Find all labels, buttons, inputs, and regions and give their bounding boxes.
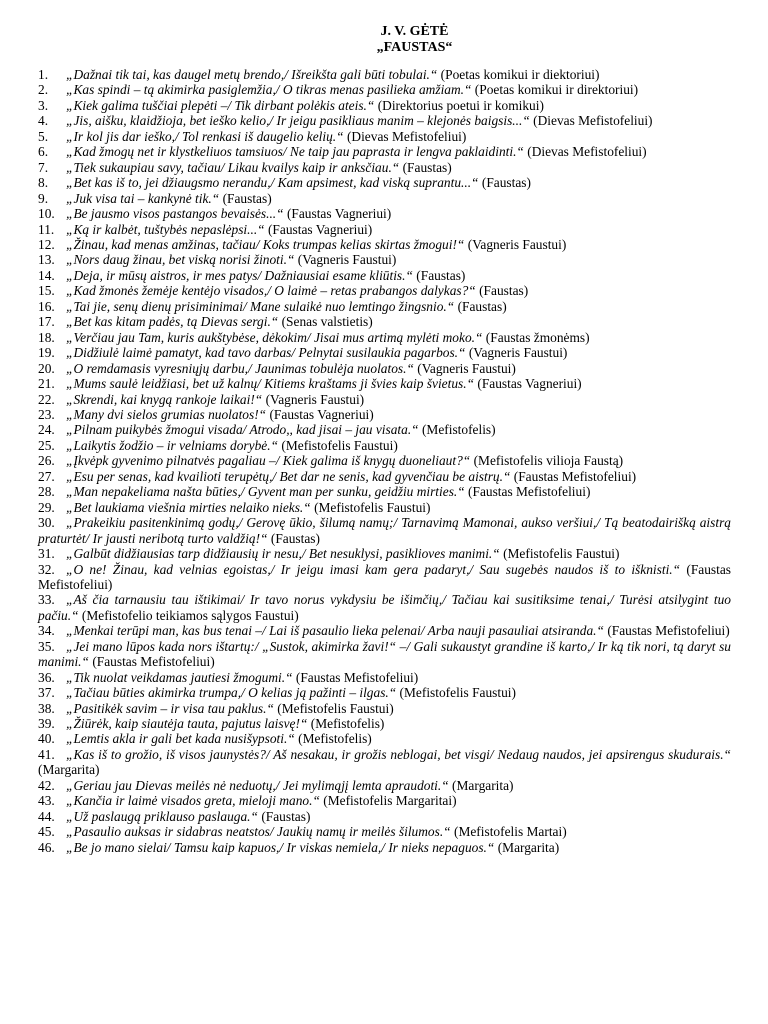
entry-quote: „Galbūt didžiausias tarp didžiausių ir nesu,/ Bet nesuklysi, pasiklioves manimi.“ bbox=[66, 546, 500, 562]
quote-entry bbox=[38, 175, 731, 190]
entry-attribution: (Direktorius poetui ir komikui) bbox=[374, 97, 544, 113]
entry-number: 34. bbox=[38, 623, 55, 639]
entry-number: 23. bbox=[38, 406, 55, 422]
quote-entry bbox=[38, 438, 731, 453]
entry-quote: „Tik nuolat veikdamas jautiesi žmogumi.“ bbox=[66, 669, 293, 685]
entry-attribution: (Mefistofelio teikiamos sąlygos Faustui) bbox=[78, 607, 299, 623]
entry-attribution: (Mefistofelis Faustui) bbox=[278, 437, 398, 453]
entry-attribution: (Faustas) bbox=[412, 267, 466, 283]
entry-attribution: (Mefistofelis Faustui) bbox=[396, 685, 516, 701]
quote-entry bbox=[38, 160, 731, 175]
entry-number: 5. bbox=[38, 128, 49, 144]
quote-entry bbox=[38, 222, 731, 237]
entry-number: 4. bbox=[38, 113, 49, 129]
entry-quote: „Lemtis akla ir gali bet kada nusišypsoti.“ bbox=[66, 731, 295, 747]
entry-quote: „Kad žmogų net ir klystkeliuos tamsiuos/ Ne taip jau paprasta ir lengva paklaidinti.“ bbox=[66, 144, 524, 160]
quote-entry bbox=[38, 639, 731, 670]
quote-entry bbox=[38, 623, 731, 638]
entry-quote: „Many dvi sielos grumias nuolatos!“ bbox=[66, 406, 267, 422]
quote-entry bbox=[38, 809, 731, 824]
entry-quote: „Ir kol jis dar ieško,/ Tol renkasi iš daugelio kelių.“ bbox=[66, 128, 344, 144]
entry-attribution: (Faustas Mefistofeliui) bbox=[510, 468, 637, 484]
entry-number: 27. bbox=[38, 468, 55, 484]
entry-attribution: (Mefistofelis) bbox=[307, 716, 385, 732]
entry-number: 30. bbox=[38, 515, 55, 531]
quote-entry bbox=[38, 129, 731, 144]
quote-entry bbox=[38, 82, 731, 97]
quote-entry bbox=[38, 191, 731, 206]
entry-attribution: (Faustas) bbox=[475, 283, 529, 299]
quote-list bbox=[38, 67, 731, 855]
quote-entry bbox=[38, 345, 731, 360]
entry-attribution: (Vagneris Faustui) bbox=[465, 345, 568, 361]
entry-attribution: (Mefistofelis) bbox=[418, 422, 496, 438]
entry-attribution: (Faustas) bbox=[257, 808, 311, 824]
entry-attribution: (Faustas) bbox=[267, 530, 320, 546]
entry-number: 12. bbox=[38, 236, 55, 252]
entry-quote: „Žinau, kad menas amžinas, tačiau/ Koks trumpas kelias skirtas žmogui!“ bbox=[66, 236, 465, 252]
entry-quote: „Įkvėpk gyvenimo pilnatvės pagaliau –/ Kiek galima iš knygų duoneliaut?“ bbox=[66, 453, 471, 469]
quote-entry bbox=[38, 144, 731, 159]
entry-quote: „Laikytis žodžio – ir velniams dorybė.“ bbox=[66, 437, 279, 453]
entry-quote: „O ne! Žinau, kad velnias egoistas,/ Ir jeigu imasi kam gera padaryt,/ Sau sugebės naudos iš to išknisti.“ bbox=[66, 561, 681, 577]
quote-entry bbox=[38, 546, 731, 561]
entry-attribution: (Margarita) bbox=[494, 839, 560, 855]
entry-quote: „Esu per senas, kad kvailioti terupėtų,/ Bet dar ne senis, kad gyvenčiau be aistrų.“ bbox=[66, 468, 511, 484]
entry-number: 8. bbox=[38, 175, 49, 191]
entry-attribution: (Faustas Vagneriui) bbox=[266, 406, 374, 422]
entry-attribution: (Faustas Vagneriui) bbox=[264, 221, 373, 237]
quote-entry bbox=[38, 500, 731, 515]
entry-attribution: (Dievas Mefistofeliui) bbox=[343, 128, 467, 144]
entry-number: 44. bbox=[38, 808, 55, 824]
entry-attribution: (Faustas Mefistofeliui) bbox=[38, 561, 731, 592]
entry-quote: „Dažnai tik tai, kas daugel metų brendo,/ Išreikšta gali būti tobulai.“ bbox=[66, 67, 438, 82]
entry-quote: „Be jo mano sielai/ Tamsu kaip kapuos,/ Ir viskas nemiela,/ Ir nieks nepaguos.“ bbox=[66, 839, 495, 855]
entry-attribution: (Faustas Mefistofeliui) bbox=[603, 623, 730, 639]
entry-attribution: (Faustas Mefistofeliui) bbox=[292, 669, 419, 685]
quote-entry bbox=[38, 824, 731, 839]
entry-attribution: (Mefistofelis Faustui) bbox=[273, 700, 394, 716]
entry-quote: „Žiūrėk, kaip siautėja tauta, pajutus laisvę!“ bbox=[66, 716, 308, 732]
entry-quote: „Kas iš to grožio, iš visos jaunystės?/ Aš nesakau, ir grožis neblogai, bet visgi/ Nedaug naudos, jei apsirengus skudurais.“ bbox=[66, 746, 731, 762]
entry-attribution: (Faustas Mefistofeliui) bbox=[464, 484, 591, 500]
entry-number: 24. bbox=[38, 422, 55, 438]
quote-entry bbox=[38, 376, 731, 391]
entry-quote: „Tiek sukaupiau savy, tačiau/ Likau kvailys kaip ir anksčiau.“ bbox=[66, 159, 400, 175]
entry-number: 45. bbox=[38, 824, 55, 840]
entry-number: 46. bbox=[38, 839, 55, 855]
entry-attribution: (Vagneris Faustui) bbox=[262, 391, 365, 407]
entry-quote: „Prakeikiu pasitenkinimą godų,/ Gerovę ūkio, šilumą namų;/ Tarnavimą Mamonai, aukso veršiui,/ Tą beatodairišką aistrą praturtėt/ Ir jausti neribotą turto valdžią!“ bbox=[38, 515, 731, 546]
entry-attribution: (Poetas komikui ir diektoriui) bbox=[437, 67, 600, 82]
quote-entry bbox=[38, 283, 731, 298]
entry-number: 22. bbox=[38, 391, 55, 407]
entry-quote: „Kiek galima tuščiai plepėti –/ Tik dirbant polėkis ateis.“ bbox=[66, 97, 375, 113]
entry-attribution: (Dievas Mefistofeliui) bbox=[523, 144, 647, 160]
entry-attribution: (Vagneris Faustui) bbox=[294, 252, 397, 268]
entry-number: 41. bbox=[38, 746, 55, 762]
quote-entry bbox=[38, 716, 731, 731]
entry-quote: „Tačiau būties akimirka trumpa,/ O kelias ją pažinti – ilgas.“ bbox=[66, 685, 397, 701]
entry-quote: „Bet laukiama viešnia mirties nelaiko nieks.“ bbox=[66, 499, 311, 515]
entry-number: 20. bbox=[38, 360, 55, 376]
quote-entry bbox=[38, 422, 731, 437]
quote-entry bbox=[38, 515, 731, 546]
entry-number: 7. bbox=[38, 159, 49, 175]
quote-entry bbox=[38, 592, 731, 623]
entry-quote: „Ką ir kalbėt, tuštybės nepaslėpsi...“ bbox=[66, 221, 265, 237]
quote-entry bbox=[38, 330, 731, 345]
entry-attribution: (Faustas žmonėms) bbox=[482, 329, 590, 345]
entry-attribution: (Faustas) bbox=[454, 298, 507, 314]
quote-entry bbox=[38, 701, 731, 716]
quote-entry bbox=[38, 361, 731, 376]
document-title: „FAUSTAS“ bbox=[376, 40, 453, 55]
entry-number: 28. bbox=[38, 484, 55, 500]
entry-quote: „Jis, aišku, klaidžioja, bet ieško kelio,/ Ir jeigu pasikliaus manim – klejonės baigsis...“ bbox=[66, 113, 530, 129]
entry-number: 13. bbox=[38, 252, 55, 268]
quote-entry bbox=[38, 562, 731, 593]
entry-attribution: (Mefistofelis Martai) bbox=[450, 824, 567, 840]
entry-attribution: (Poetas komikui ir direktoriui) bbox=[471, 82, 639, 98]
entry-attribution: (Mefistofelis Faustui) bbox=[499, 546, 620, 562]
entry-quote: „Kad žmonės žemėje kentėjo visados,/ O laimė – retas prabangos dalykas?“ bbox=[66, 283, 476, 299]
entry-number: 33. bbox=[38, 592, 55, 608]
entry-number: 6. bbox=[38, 144, 49, 160]
entry-number: 21. bbox=[38, 376, 55, 392]
quote-entry bbox=[38, 778, 731, 793]
entry-quote: „Didžiulė laimė pamatyt, kad tavo darbas/ Pelnytai susilaukia pagarbos.“ bbox=[66, 345, 466, 361]
entry-quote: „Jei mano lūpos kada nors ištartų:/ „Sustok, akimirka žavi!“ –/ Gali sukaustyt grandine iš karto,/ Ir ką tik nori, tą daryt su manimi.“ bbox=[38, 638, 731, 670]
entry-attribution: (Margarita) bbox=[448, 777, 514, 793]
entry-number: 39. bbox=[38, 716, 55, 732]
entry-number: 16. bbox=[38, 298, 55, 314]
entry-number: 11. bbox=[38, 221, 55, 237]
entry-number: 10. bbox=[38, 206, 55, 222]
entry-number: 9. bbox=[38, 190, 49, 206]
entry-attribution: (Faustas Vagneriui) bbox=[283, 206, 392, 222]
entry-quote: „Pasaulio auksas ir sidabras neatstos/ Jaukių namų ir meilės šilumos.“ bbox=[66, 824, 451, 840]
entry-attribution: (Faustas) bbox=[219, 190, 272, 206]
entry-number: 19. bbox=[38, 345, 55, 361]
entry-quote: „Man nepakeliama našta būties,/ Gyvent man per sunku, geidžiu mirties.“ bbox=[66, 484, 465, 500]
entry-attribution: (Mefistofelis) bbox=[294, 731, 372, 747]
entry-number: 42. bbox=[38, 777, 55, 793]
entry-quote: „Be jausmo visos pastangos bevaisės...“ bbox=[66, 206, 284, 222]
entry-quote: „O remdamasis vyresniųjų darbu,/ Jaunimas tobulėja nuolatos.“ bbox=[66, 360, 414, 376]
quote-entry bbox=[38, 252, 731, 267]
entry-attribution: (Dievas Mefistofeliui) bbox=[529, 113, 653, 129]
entry-quote: „Kančia ir laimė visados greta, mieloji mano.“ bbox=[66, 793, 320, 809]
quote-entry bbox=[38, 453, 731, 468]
entry-number: 15. bbox=[38, 283, 55, 299]
entry-attribution: (Mefistofelis Faustui) bbox=[310, 499, 431, 515]
document-page bbox=[38, 24, 731, 855]
entry-number: 29. bbox=[38, 499, 55, 515]
quote-entry bbox=[38, 407, 731, 422]
entry-attribution: (Faustas) bbox=[478, 175, 531, 191]
quote-entry bbox=[38, 113, 731, 128]
quote-entry bbox=[38, 731, 731, 746]
entry-attribution: (Senas valstietis) bbox=[278, 314, 373, 330]
entry-number: 3. bbox=[38, 97, 49, 113]
entry-quote: „Pasitikėk savim – ir visa tau paklus.“ bbox=[66, 700, 274, 716]
entry-quote: „Juk visa tai – kankynė tik.“ bbox=[66, 190, 220, 206]
author-name: J. V. GĖTĖ bbox=[380, 24, 449, 39]
entry-quote: „Bet kas iš to, jei džiaugsmo nerandu,/ Kam apsimest, kad viską suprantu...“ bbox=[66, 175, 479, 191]
quote-entry bbox=[38, 469, 731, 484]
entry-number: 26. bbox=[38, 453, 55, 469]
entry-quote: „Už paslaugą priklauso paslauga.“ bbox=[66, 808, 258, 824]
entry-number: 43. bbox=[38, 793, 55, 809]
entry-number: 36. bbox=[38, 669, 55, 685]
quote-entry bbox=[38, 206, 731, 221]
entry-quote: „Geriau jau Dievas meilės nė neduotų,/ Jei mylimąjį lemta apraudoti.“ bbox=[66, 777, 449, 793]
document-header bbox=[38, 24, 731, 56]
entry-number: 37. bbox=[38, 685, 55, 701]
entry-number: 25. bbox=[38, 437, 55, 453]
entry-number: 17. bbox=[38, 314, 55, 330]
entry-quote: „Tai jie, senų dienų prisiminimai/ Mane sulaikė nuo lemtingo žingsnio.“ bbox=[66, 298, 455, 314]
entry-quote: „Kas spindi – tą akimirka pasiglemžia,/ O tikras menas pasilieka amžiam.“ bbox=[66, 82, 472, 98]
entry-number: 31. bbox=[38, 546, 55, 562]
entry-number: 40. bbox=[38, 731, 55, 747]
entry-attribution: (Faustas Mefistofeliui) bbox=[88, 654, 215, 670]
quote-entry bbox=[38, 793, 731, 808]
entry-number: 35. bbox=[38, 638, 55, 654]
quote-entry bbox=[38, 237, 731, 252]
entry-number: 18. bbox=[38, 329, 55, 345]
entry-attribution: (Faustas Vagneriui) bbox=[474, 376, 582, 392]
quote-entry bbox=[38, 840, 731, 855]
entry-number: 38. bbox=[38, 700, 55, 716]
entry-quote: „Nors daug žinau, bet viską norisi žinoti.“ bbox=[66, 252, 295, 268]
entry-attribution: (Margarita) bbox=[38, 762, 100, 778]
quote-entry bbox=[38, 98, 731, 113]
entry-quote: „Deja, ir mūsų aistros, ir mes patys/ Dažniausiai esame kliūtis.“ bbox=[66, 267, 413, 283]
entry-quote: „Mums saulė leidžiasi, bet už kalnų/ Kitiems kraštams ji švies kaip švietus.“ bbox=[66, 376, 475, 392]
entry-quote: „Pilnam puikybės žmogui visada/ Atrodo,, kad jisai – jau visata.“ bbox=[66, 422, 419, 438]
entry-attribution: (Vagneris Faustui) bbox=[413, 360, 516, 376]
quote-entry bbox=[38, 484, 731, 499]
entry-number: 2. bbox=[38, 82, 49, 98]
entry-attribution: (Faustas) bbox=[399, 159, 452, 175]
entry-quote: „Aš čia tarnausiu tau ištikimai/ Ir tavo norus vykdysiu be išimčių,/ Tačiau kai susitiksime tenai,/ Turėsi atsilygint tuo pačiu.“ bbox=[38, 592, 731, 623]
quote-entry bbox=[38, 268, 731, 283]
quote-entry bbox=[38, 670, 731, 685]
entry-quote: „Bet kas kitam padės, tą Dievas sergi.“ bbox=[66, 314, 279, 330]
entry-quote: „Skrendi, kai knygą rankoje laikai!“ bbox=[66, 391, 263, 407]
entry-quote: „Verčiau jau Tam, kuris aukštybėse, dėkokim/ Jisai mus artimą mylėti moko.“ bbox=[66, 329, 483, 345]
quote-entry bbox=[38, 299, 731, 314]
quote-entry bbox=[38, 685, 731, 700]
entry-number: 1. bbox=[38, 67, 49, 82]
quote-entry bbox=[38, 67, 731, 82]
quote-entry bbox=[38, 314, 731, 329]
entry-quote: „Menkai terūpi man, kas bus tenai –/ Lai iš pasaulio lieka pelenai/ Arba nauji pasauliai atsiranda.“ bbox=[66, 623, 604, 639]
quote-entry bbox=[38, 392, 731, 407]
entry-number: 32. bbox=[38, 561, 55, 577]
entry-attribution: (Mefistofelis Margaritai) bbox=[319, 793, 457, 809]
quote-entry bbox=[38, 747, 731, 778]
entry-attribution: (Vagneris Faustui) bbox=[464, 236, 567, 252]
entry-number: 14. bbox=[38, 267, 55, 283]
entry-attribution: (Mefistofelis vilioja Faustą) bbox=[470, 453, 624, 469]
